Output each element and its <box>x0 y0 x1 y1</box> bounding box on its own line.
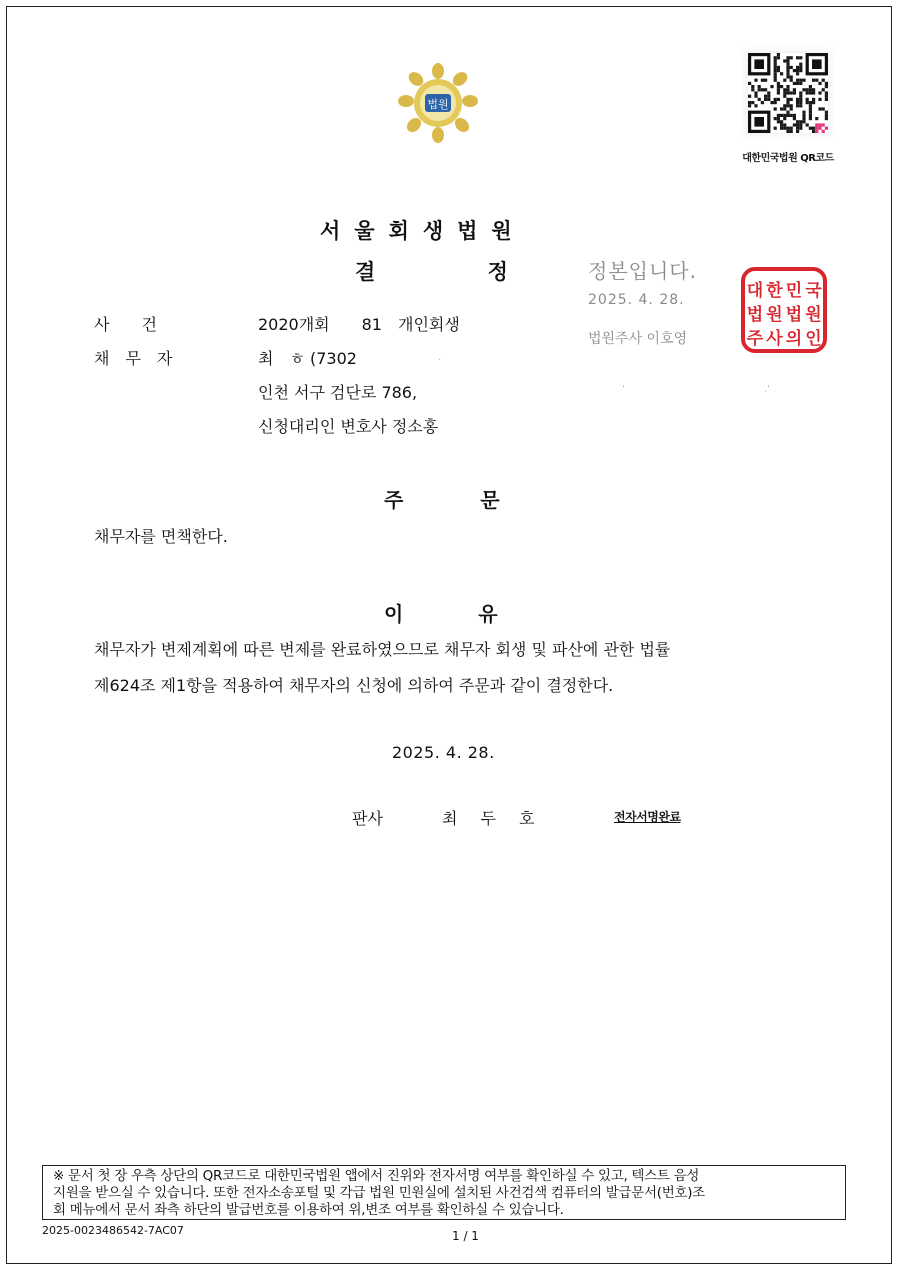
court-emblem <box>398 63 478 143</box>
verification-notice <box>42 1165 846 1220</box>
notice-line: 지원을 받으실 수 있습니다. 또한 전자소송포털 및 각급 법원 민원실에 설치된 사건검색 컴퓨터의 발급문서(번호)조 <box>53 1185 705 1201</box>
redaction-mark: . <box>438 352 442 363</box>
emblem-label: 법원 <box>427 98 449 111</box>
debtor-address: 인천 서구 검단로 786, <box>258 383 418 402</box>
seal-character: 사 <box>766 329 783 349</box>
redaction-mark: .' <box>764 384 770 395</box>
ruling-text: 채무자를 면책한다. <box>94 527 228 546</box>
seal-character: 국 <box>805 281 822 301</box>
ruling-heading: 주 문 <box>384 488 500 512</box>
notice-line: ※ 문서 첫 장 우측 상단의 QR코드로 대한민국법원 앱에서 진위와 전자서명 여부를 확인하실 수 있고, 텍스트 음성 <box>53 1168 700 1184</box>
seal-character: 대 <box>746 281 764 301</box>
seal-character: 의 <box>785 329 803 349</box>
seal-character: 민 <box>785 281 803 301</box>
qr-code[interactable] <box>748 53 828 133</box>
case-label: 사 건 <box>94 315 157 334</box>
seal-character: 주 <box>746 329 764 349</box>
decision-date: 2025. 4. 28. <box>392 743 495 762</box>
applicant-attorney: 신청대리인 변호사 정소홍 <box>258 417 439 436</box>
court-name: 서울회생법원 <box>320 219 526 243</box>
reason-text-line-1: 채무자가 변제계획에 따른 변제를 완료하였으므로 채무자 회생 및 파산에 관한 법률 <box>94 640 671 659</box>
court-official-seal <box>740 266 828 354</box>
e-signature-status: 전자서명완료 <box>614 810 681 824</box>
qr-caption: 대한민국법원 QR코드 <box>742 153 834 164</box>
debtor-name: 최 ㅎ (7302 <box>258 349 357 368</box>
seal-character: 법 <box>785 305 803 325</box>
seal-character: 원 <box>805 305 822 325</box>
case-number: 2020개회 81 개인회생 <box>258 315 460 334</box>
notice-line: 회 메뉴에서 문서 좌측 하단의 발급번호를 이용하여 위,변조 여부를 확인하실 수 있습니다. <box>53 1202 564 1218</box>
page-border <box>6 6 892 1264</box>
seal-character: 원 <box>766 305 783 325</box>
reason-text-line-2: 제624조 제1항을 적용하여 채무자의 신청에 의하여 주문과 같이 결정한다. <box>94 676 614 695</box>
reason-heading: 이 유 <box>384 602 498 626</box>
page-number: 1 / 1 <box>452 1229 479 1243</box>
seal-character: 인 <box>805 329 822 349</box>
redaction-mark: ' <box>622 384 625 395</box>
judge-title: 판사 <box>352 809 383 828</box>
certified-copy-text: 정본입니다. <box>588 259 697 283</box>
judge-name: 최 두 호 <box>442 809 535 828</box>
document-type-title: 결 정 <box>355 260 508 284</box>
debtor-label: 채 무 자 <box>94 349 173 368</box>
seal-character: 한 <box>766 281 783 301</box>
court-clerk-name: 법원주사 이호영 <box>588 331 688 347</box>
certified-copy-date: 2025. 4. 28. <box>588 292 685 308</box>
seal-character: 법 <box>746 305 764 325</box>
issue-number: 2025-0023486542-7AC07 <box>42 1224 184 1237</box>
